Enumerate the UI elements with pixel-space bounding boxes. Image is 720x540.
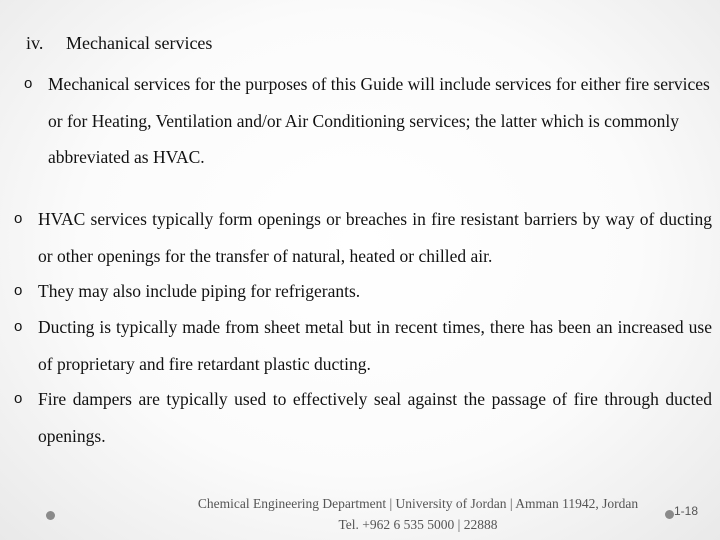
bullet-marker: o — [14, 282, 23, 299]
bullet-marker: o — [14, 390, 23, 407]
bullet-marker: o — [24, 75, 33, 92]
list-item — [24, 66, 710, 176]
page-number: 1-18 — [674, 504, 699, 518]
bullet-text: HVAC services typically form openings or breaches in fire resistant barriers by way of ducting or other openings for the transfer of natural, heated or chilled air. — [38, 209, 712, 266]
bullet-text: Ducting is typically made from sheet metal but in recent times, there has been an increased use of proprietary and fire retardant plastic ducting. — [38, 317, 712, 374]
list-item — [14, 273, 712, 310]
section-title: Mechanical services — [66, 33, 213, 53]
section-number: iv. — [26, 33, 44, 53]
bullet-text: Fire dampers are typically used to effectively seal against the passage of fire through ducted openings. — [38, 389, 712, 446]
footer-line-2: Tel. +962 6 535 5000 | 22888 — [338, 517, 498, 532]
bullet-text: Mechanical services for the purposes of this Guide will include services for either fire services or for Heating, Ventilation and/or Air Conditioning services; the latter which is commonly abbreviated as HVAC. — [48, 74, 710, 167]
bullet-text: They may also include piping for refrigerants. — [38, 281, 361, 301]
bullet-marker: o — [14, 210, 23, 227]
bullet-marker: o — [14, 318, 23, 335]
list-item — [14, 309, 712, 382]
decorative-dot-right — [665, 510, 674, 519]
section-heading — [26, 33, 212, 54]
footer — [180, 493, 656, 535]
list-item — [14, 381, 712, 454]
footer-line-1: Chemical Engineering Department | University of Jordan | Amman 11942, Jordan — [197, 496, 639, 511]
decorative-dot-left — [46, 511, 55, 520]
list-item — [14, 201, 712, 274]
